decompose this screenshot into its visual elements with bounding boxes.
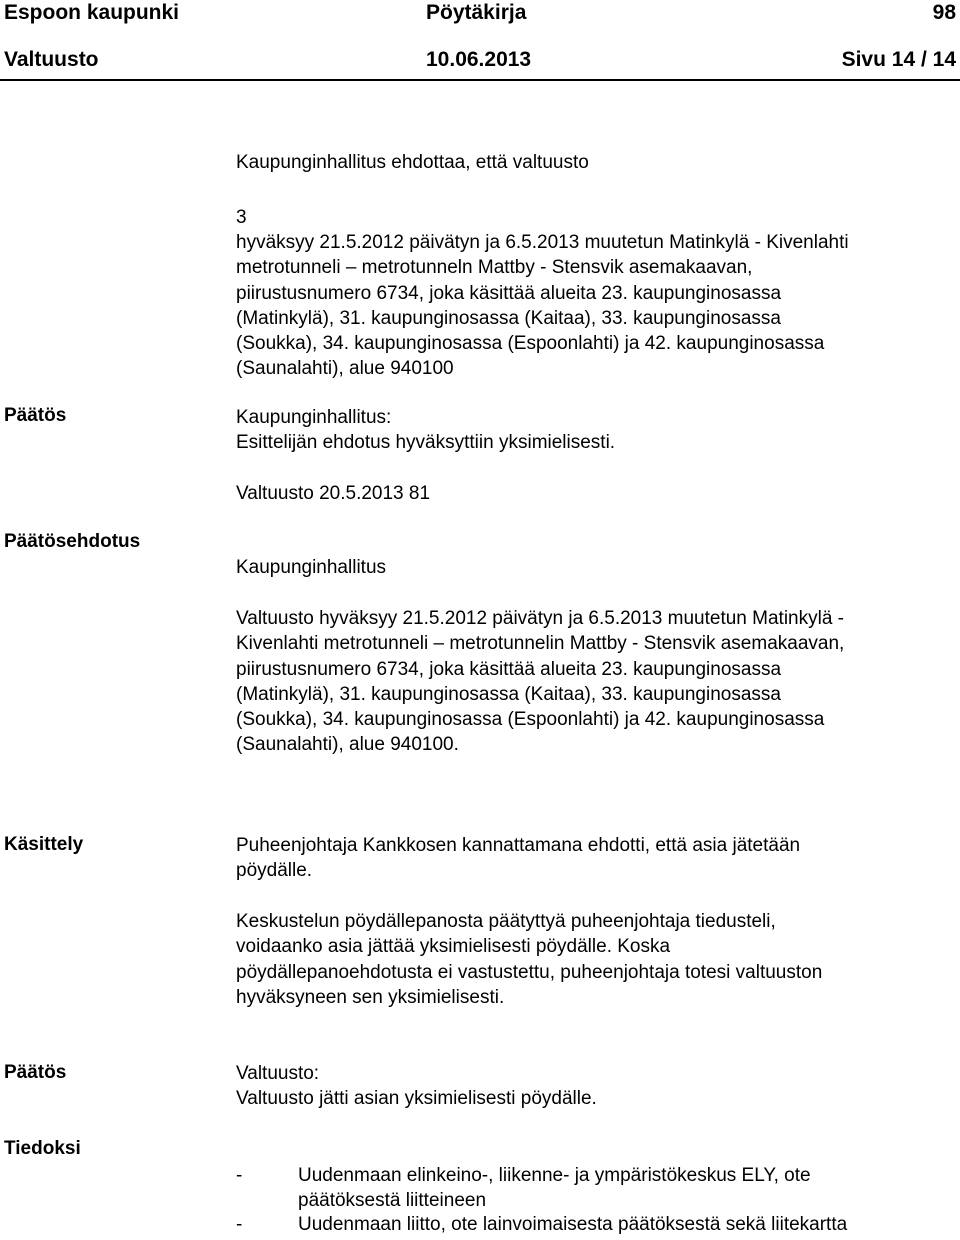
city-name: Espoon kaupunki — [4, 1, 180, 24]
proposal-intro: Kaupunginhallitus ehdottaa, että valtuusto — [236, 152, 589, 173]
notice-item — [236, 1212, 956, 1237]
proposal-line: piirustusnumero 6734, joka käsittää alueita 23. kaupunginosassa — [236, 282, 782, 304]
proposal-decision-line: (Soukka), 34. kaupunginosassa (Espoonlahti) ja 42. kaupunginosassa — [236, 709, 825, 731]
proposal-line: hyväksyy 21.5.2012 päivätyn ja 6.5.2013 muutetun Matinkylä - Kivenlahti — [236, 232, 849, 253]
proposal-decision-line: (Saunalahti), alue 940100. — [236, 734, 459, 756]
meeting-date: 10.06.2013 — [426, 48, 532, 71]
handling-label: Käsittely — [4, 834, 84, 855]
decision-body — [236, 1061, 956, 1112]
decision-label: Päätös — [4, 405, 67, 426]
document-type: Pöytäkirja — [426, 1, 527, 24]
decision-text: Esittelijän ehdotus hyväksyttiin yksimielisesti. — [236, 432, 616, 454]
decision-label: Päätös — [4, 1062, 67, 1083]
proposal-line: metrotunneli – metrotunneln Mattby - Stensvik asemakaavan, — [236, 257, 753, 279]
notice-item-line: Uudenmaan liitto, ote lainvoimaisesta päätöksestä sekä liitekartta — [298, 1214, 848, 1235]
handling-paragraph-1 — [236, 833, 956, 884]
handling-line: Puheenjohtaja Kankkosen kannattamana ehdotti, että asia jätetään — [236, 835, 801, 856]
proposal-line: (Saunalahti), alue 940100 — [236, 358, 454, 380]
proposal-decision-line: piirustusnumero 6734, joka käsittää alueita 23. kaupunginosassa — [236, 658, 782, 680]
handling-line: pöydällepanoehdotusta ei vastustettu, puheenjohtaja totesi valtuuston — [236, 961, 823, 983]
proposal-number: 3 — [236, 207, 247, 228]
decision-maker: Kaupunginhallitus: — [236, 407, 392, 428]
list-dash: - — [236, 1165, 243, 1186]
proposal-decision-line: (Matinkylä), 31. kaupunginosassa (Kaitaa), 33. kaupunginosassa — [236, 683, 781, 705]
notice-label: Tiedoksi — [4, 1138, 81, 1159]
handling-line: voidaanko asia jättää yksimielisesti pöydälle. Koska — [236, 936, 671, 958]
proposal-label: Päätösehdotus — [4, 531, 141, 552]
notice-item-line: Uudenmaan elinkeino-, liikenne- ja ympäristökeskus ELY, ote — [298, 1165, 811, 1186]
notice-item-line: päätöksestä liitteineen — [298, 1190, 487, 1211]
handling-line: pöydälle. — [236, 860, 313, 882]
header-divider — [0, 79, 960, 81]
proposal-body: Kaupunginhallitus — [236, 557, 387, 578]
list-dash: - — [236, 1214, 243, 1235]
proposal-line: (Matinkylä), 31. kaupunginosassa (Kaitaa), 33. kaupunginosassa — [236, 307, 781, 329]
section-number: 98 — [932, 1, 956, 24]
proposal-line: (Soukka), 34. kaupunginosassa (Espoonlahti) ja 42. kaupunginosassa — [236, 333, 825, 355]
decision-text: Valtuusto jätti asian yksimielisesti pöydälle. — [236, 1088, 597, 1110]
decision-body — [236, 405, 956, 456]
page-number: Sivu 14 / 14 — [841, 48, 956, 71]
prior-meeting-reference: Valtuusto 20.5.2013 81 — [236, 483, 431, 504]
handling-paragraph-2 — [236, 909, 956, 1010]
handling-line: hyväksyneen sen yksimielisesti. — [236, 986, 505, 1008]
proposal-decision-line: Valtuusto hyväksyy 21.5.2012 päivätyn ja 6.5.2013 muutetun Matinkylä - — [236, 608, 845, 629]
proposal-decision-line: Kivenlahti metrotunneli – metrotunnelin Mattby - Stensvik asemakaavan, — [236, 633, 845, 655]
proposal-text — [236, 230, 956, 382]
decision-maker: Valtuusto: — [236, 1063, 320, 1084]
proposal-decision-text — [236, 606, 956, 758]
meeting-body: Valtuusto — [4, 48, 99, 71]
handling-line: Keskustelun pöydällepanosta päätyttyä puheenjohtaja tiedusteli, — [236, 911, 776, 932]
notice-item — [236, 1163, 956, 1213]
